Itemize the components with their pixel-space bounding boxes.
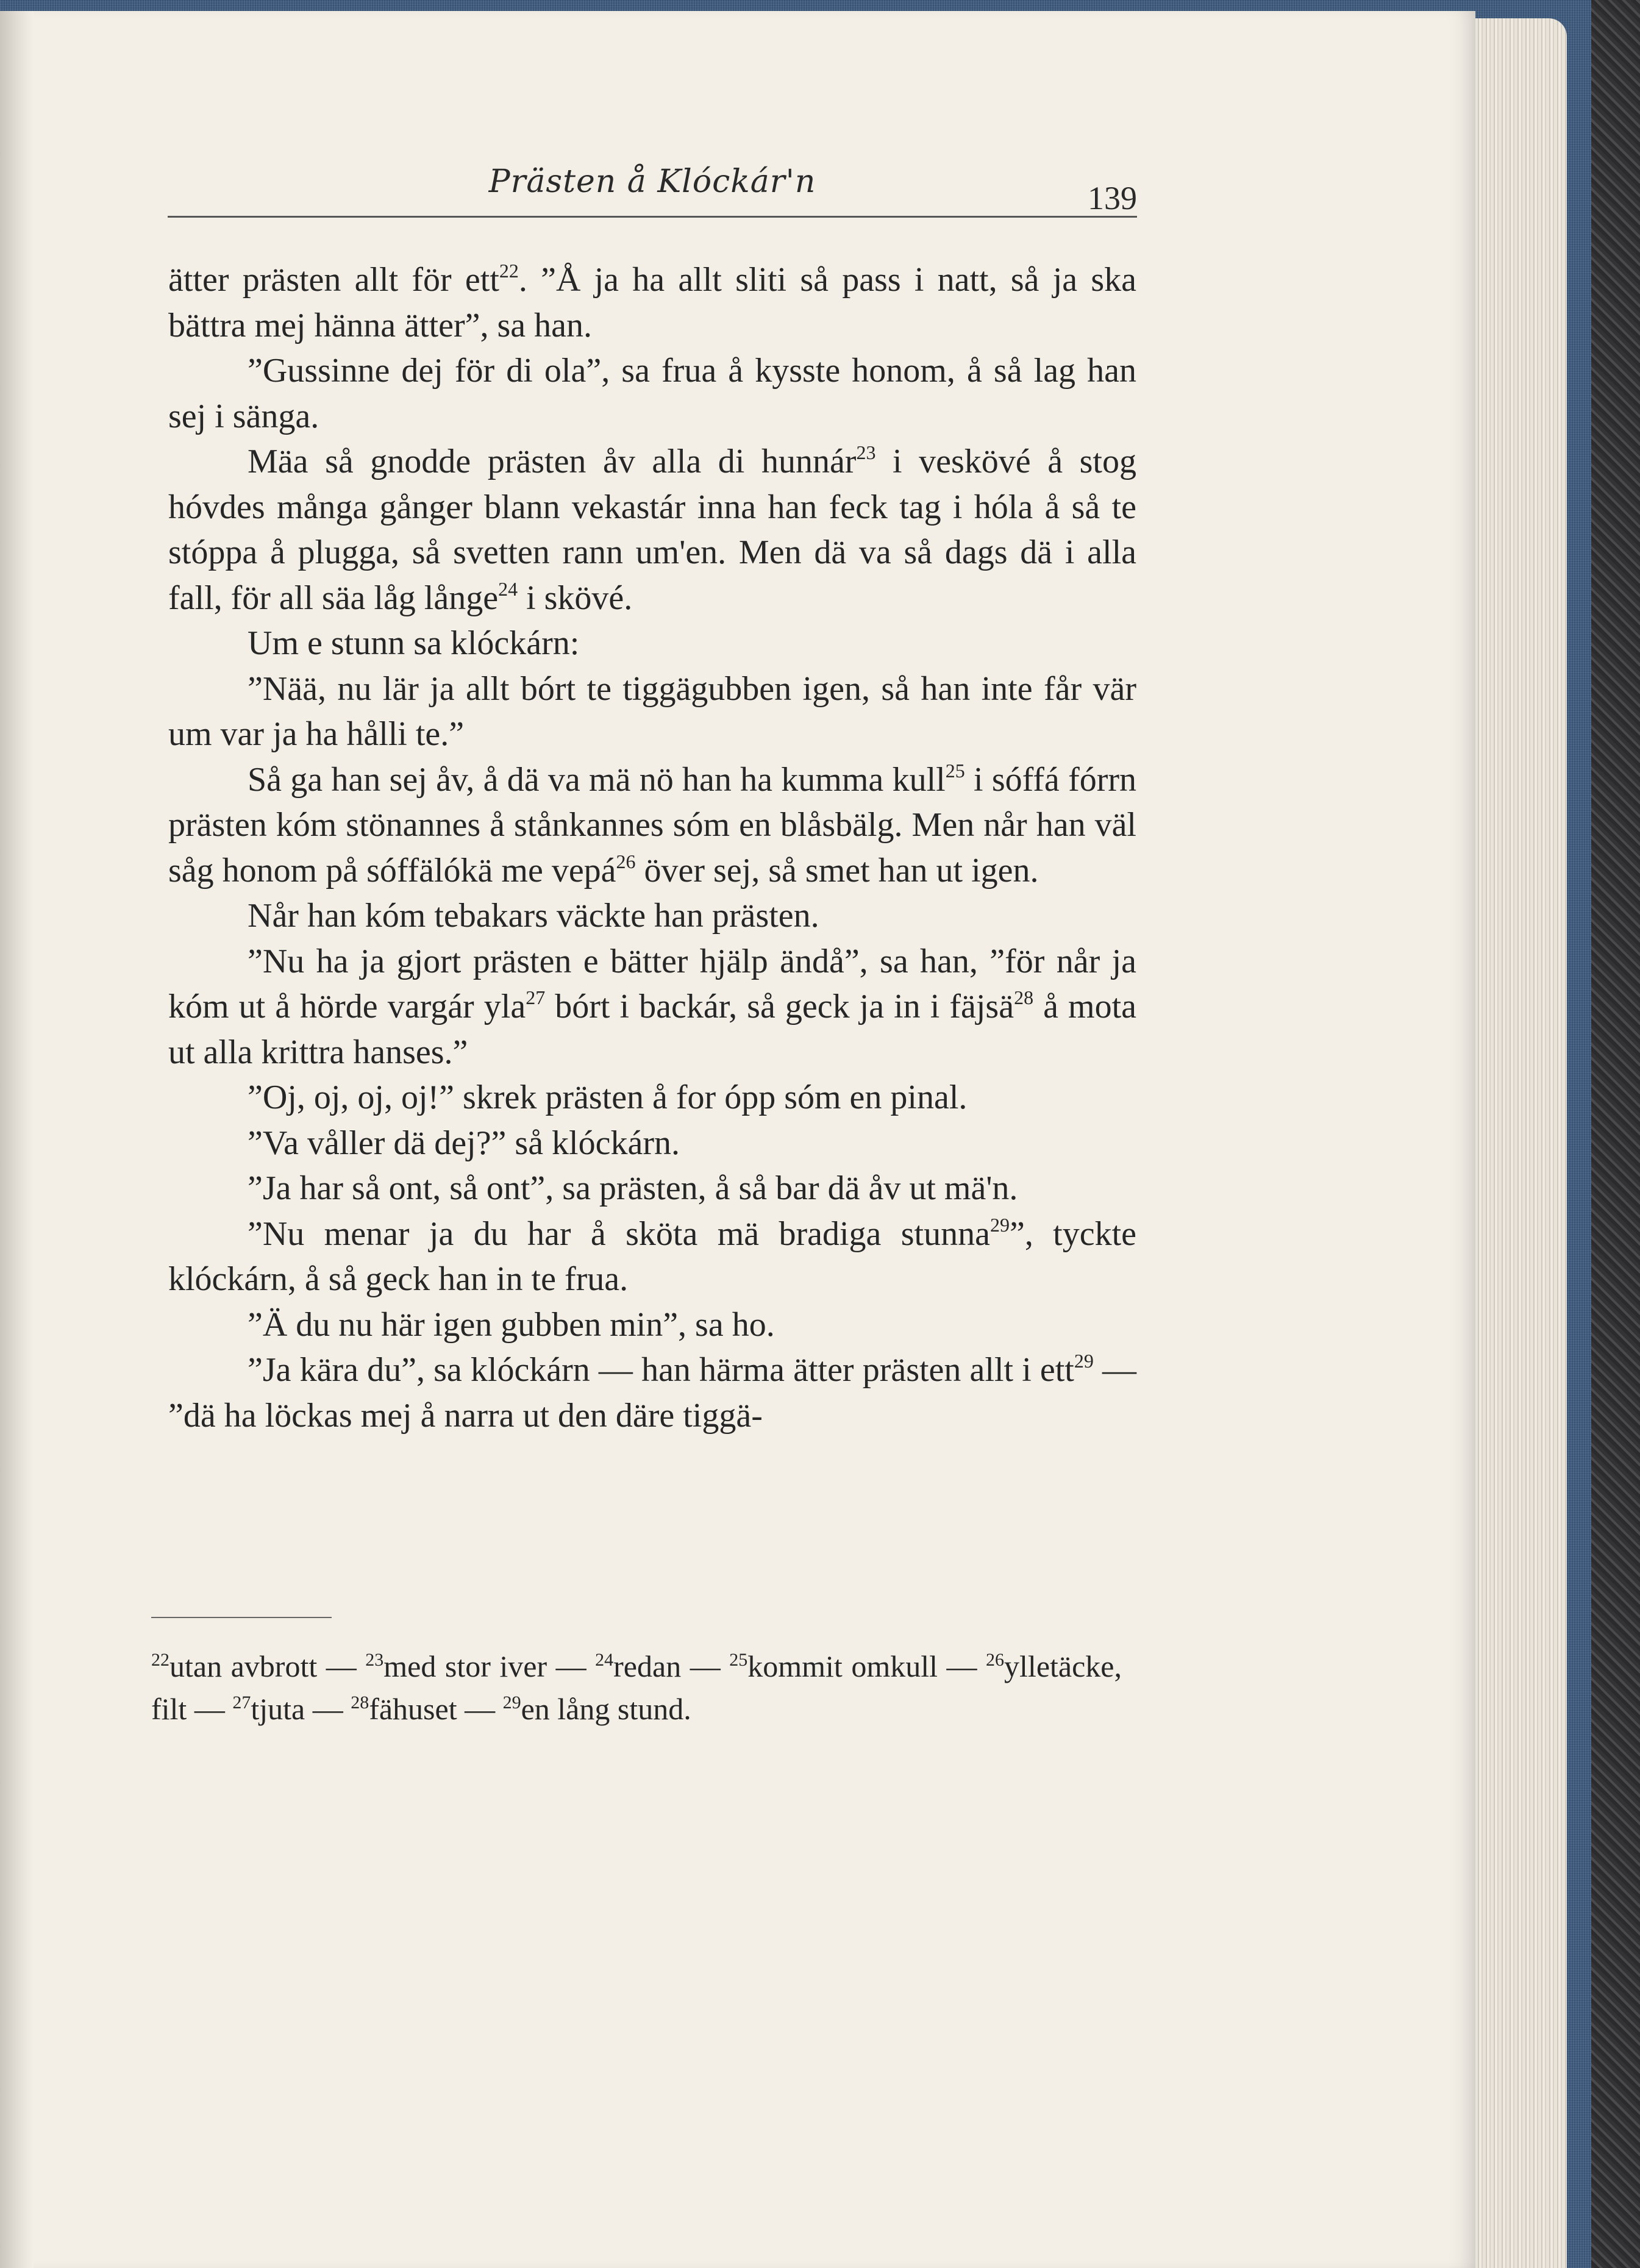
running-title: Prästen å Klóckár'n (488, 163, 816, 200)
footnote-number: 28 (351, 1692, 369, 1713)
footnote-number: 29 (502, 1692, 521, 1713)
text-run: i skövé. (518, 579, 633, 617)
footnote-text: med stor iver — (383, 1649, 596, 1683)
footnote-ref: 29 (989, 1213, 1010, 1236)
footnote-number: 23 (365, 1650, 384, 1670)
footnote-text: fähuset — (369, 1692, 503, 1726)
footnote-ref: 27 (526, 986, 546, 1008)
paragraph: Um e stunn sa klóckárn: (248, 624, 580, 662)
footnote-divider (151, 1617, 332, 1618)
footnote-number: 27 (232, 1692, 251, 1713)
paragraph: Når han kóm tebakars väckte han prästen. (248, 897, 819, 935)
footnote-number: 25 (729, 1650, 748, 1670)
footnote-ref: 26 (616, 850, 636, 872)
footnote-ref: 29 (1074, 1350, 1094, 1372)
footnote-text: utan avbrott — (169, 1649, 366, 1683)
text-run: över sej, så smet han ut igen. (635, 851, 1039, 890)
paragraph (168, 757, 1136, 894)
paragraph: ”Ä du nu här igen gubben min”, sa ho. (248, 1305, 775, 1344)
footnote-ref: 23 (856, 441, 876, 463)
text-run: ”Nu menar ja du har å sköta mä bradiga stunna (248, 1214, 990, 1253)
paragraph: ”Ja har så ont, så ont”, sa prästen, å så bar dä åv ut mä'n. (248, 1169, 1018, 1207)
text-run: ”Nu ha ja gjort prästen e bätter hjälp ändå”, sa han, ”för når ja kóm ut å hörde vargár yla (168, 942, 1136, 1025)
paragraph: ”Oj, oj, oj, oj!” skrek prästen å for ópp sóm en pinal. (248, 1079, 968, 1116)
paragraph (168, 439, 1136, 621)
book-page (0, 11, 1475, 2268)
text-run: Mäa så gnodde prästen åv alla di hunnár (248, 443, 857, 480)
text-run: å mota ut alla krittra hanses.” (168, 988, 1137, 1071)
footnote-text: redan — (613, 1649, 730, 1683)
text-run: ätter prästen allt för ett (168, 261, 499, 299)
paragraph (168, 939, 1136, 1075)
footnote-text: kommit omkull — (747, 1649, 986, 1683)
footnote-text: tjuta — (251, 1692, 351, 1726)
text-run: i sóffá fórrn prästen kóm stönannes å stånkannes sóm en blåsbälg. Men når han väl såg honom på sóffälókä me vepá (168, 760, 1137, 890)
page-number: 139 (1088, 180, 1137, 216)
text-run: Så ga han sej åv, å dä va mä nö han ha kumma kull (248, 760, 946, 799)
text-run: i veskövé å stog hóvdes många gånger blann vekastár inna han feck tag i hóla å så te stóppa å plugga, så svetten rann um'en. Men dä va så dags dä i alla fall, för all säa låg långe (168, 443, 1136, 617)
text-run: ”, tyckte klóckárn, å så geck han in te frua. (168, 1214, 1137, 1298)
footnote-number: 22 (151, 1650, 169, 1670)
footnotes (151, 1645, 1122, 1730)
footnote-text: en lång stund. (521, 1692, 691, 1726)
paragraph: ”Va våller dä dej?” så klóckárn. (248, 1124, 680, 1162)
footnote-ref: 28 (1014, 986, 1034, 1008)
text-run: bórt i backár, så geck ja in i fäjsä (545, 988, 1014, 1025)
paragraph (168, 1347, 1136, 1438)
paragraph: ”Nää, nu lär ja allt bórt te tiggägubben igen, så han inte får vär um var ja ha hålli te.” (168, 669, 1136, 753)
footnote-text: ylletäcke, filt — (151, 1649, 1122, 1726)
footnote-number: 24 (595, 1650, 614, 1670)
page-header (168, 161, 1137, 218)
footnote-ref: 22 (499, 260, 519, 282)
text-run: . ”Å ja ha allt sliti så pass i natt, så ja ska bättra mej hänna ätter”, sa han. (168, 261, 1136, 344)
footnote-ref: 25 (945, 759, 965, 782)
paragraph: ”Gussinne dej för di ola”, sa frua å kysste honom, å så lag han sej i sänga. (168, 352, 1136, 435)
page-gutter (0, 11, 34, 2268)
text-run: — ”dä ha löckas mej å narra ut den däre tiggä- (168, 1351, 1137, 1435)
text-run: ”Ja kära du”, sa klóckárn — han härma ätter prästen allt i ett (248, 1351, 1074, 1389)
paragraph (168, 1211, 1136, 1302)
paragraph (168, 257, 1136, 348)
footnote-number: 26 (986, 1650, 1005, 1670)
footnote-ref: 24 (498, 577, 518, 600)
body-text (168, 257, 1136, 1438)
